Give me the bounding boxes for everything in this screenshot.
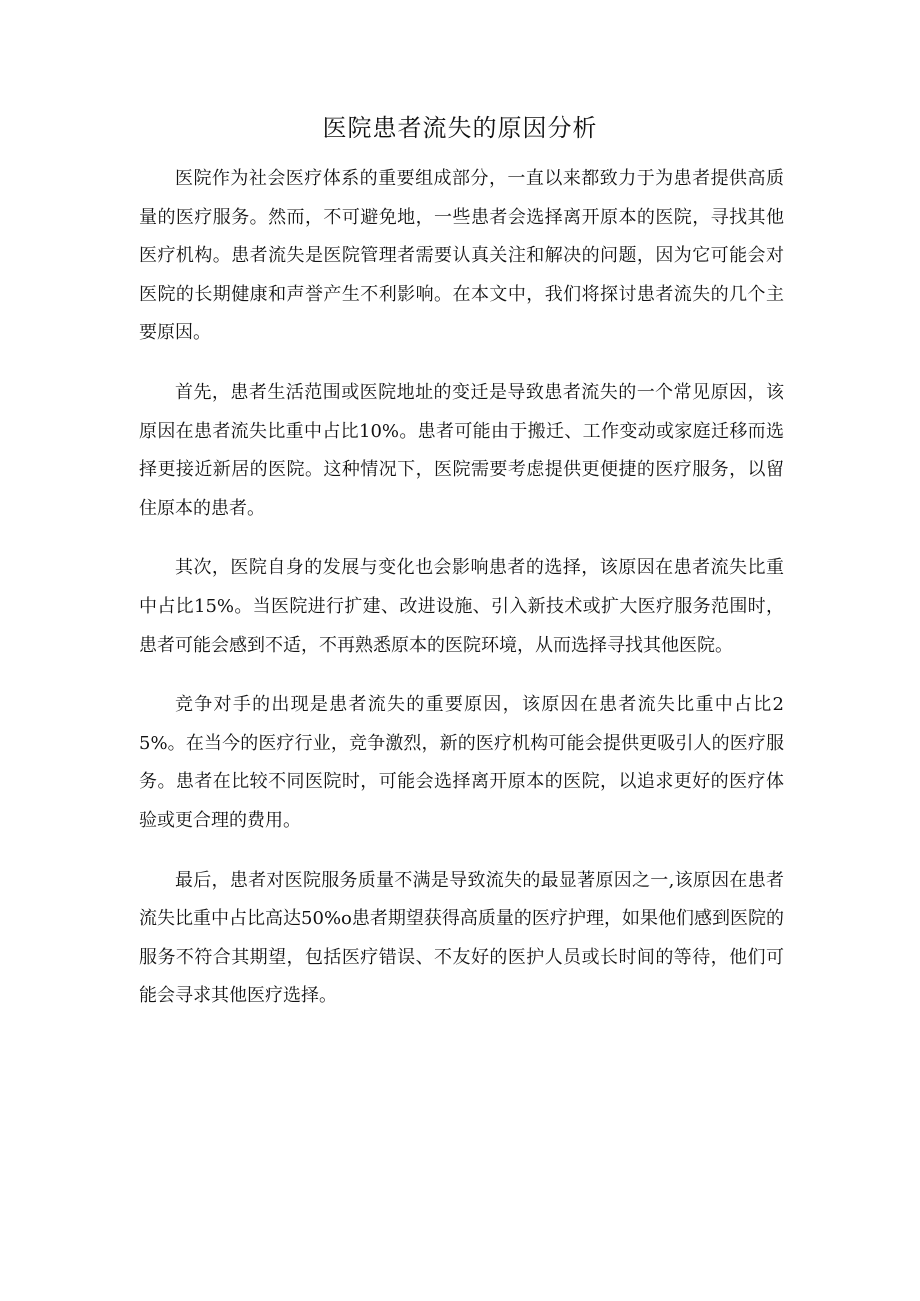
paragraph-service-quality: 最后，患者对医院服务质量不满是导致流失的最显著原因之一,该原因在患者流失比重中占比高达50%o患者期望获得高质量的医疗护理，如果他们感到医院的服务不符合其期望，包括医疗错误、不友好的医护人员或长时间的等待，他们可能会寻求其他医疗选择。: [139, 869, 784, 1007]
document-title: 医院患者流失的原因分析: [322, 114, 598, 142]
paragraph-competition: 竞争对手的出现是患者流失的重要原因，该原因在患者流失比重中占比25%。在当今的医疗行业，竞争激烈，新的医疗机构可能会提供更吸引人的医疗服务。患者在比较不同医院时，可能会选择离开原本的医院，以追求更好的医疗体验或更合理的费用。: [139, 694, 784, 831]
document-body: [139, 160, 784, 1037]
paragraph-relocation: 首先，患者生活范围或医院地址的变迁是导致患者流失的一个常见原因，该原因在患者流失比重中占比10%。患者可能由于搬迁、工作变动或家庭迁移而选择更接近新居的医院。这种情况下，医院需要考虑提供更便捷的医疗服务，以留住原本的患者。: [139, 381, 784, 519]
paragraph-hospital-change: 其次，医院自身的发展与变化也会影响患者的选择，该原因在患者流失比重中占比15%。当医院进行扩建、改进设施、引入新技术或扩大医疗服务范围时，患者可能会感到不适，不再熟悉原本的医院环境，从而选择寻找其他医院。: [139, 557, 784, 656]
paragraph-intro: 医院作为社会医疗体系的重要组成部分，一直以来都致力于为患者提供高质量的医疗服务。然而，不可避免地，一些患者会选择离开原本的医院，寻找其他医疗机构。患者流失是医院管理者需要认真关注和解决的问题，因为它可能会对医院的长期健康和声誉产生不利影响。在本文中，我们将探讨患者流失的几个主要原因。: [139, 168, 784, 344]
